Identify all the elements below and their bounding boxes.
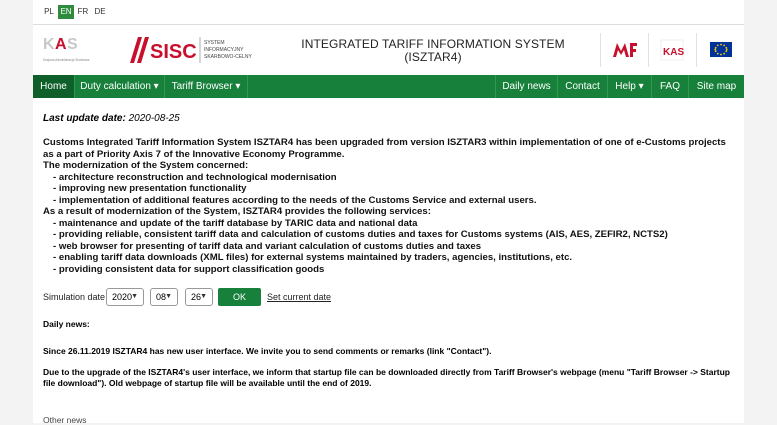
chevron-down-icon: ▼ [131, 293, 138, 300]
nav-tariff-browser-label: Tariff Browser [171, 81, 233, 92]
lang-en[interactable]: EN [58, 5, 74, 19]
nav-site-map[interactable]: Site map [688, 75, 744, 98]
language-bar [33, 0, 744, 24]
year-select-value: 2020 [112, 292, 133, 302]
news-item: Since 26.11.2019 ISZTAR4 has new user interface. We invite you to send comments or remarks (link "Contact"). [43, 346, 492, 356]
list-item: - providing reliable, consistent tariff data and calculation of customs duties and taxes for Customs systems (AIS, AES, ZEFIR2, NCTS2) [53, 229, 668, 240]
intro-paragraph-3: As a result of modernization of the System, ISZTAR4 provides the following services: [43, 206, 431, 217]
page [33, 0, 744, 423]
day-select[interactable] [185, 288, 213, 306]
kas-logo-text: Krajowa Administracja Skarbowa [43, 58, 90, 62]
list-item: - maintenance and update of the tariff database by TARIC data and national data [53, 217, 418, 229]
last-update [43, 113, 180, 124]
nav-daily-news[interactable]: Daily news [495, 75, 557, 98]
year-select[interactable] [106, 288, 144, 306]
lang-de[interactable]: DE [94, 7, 106, 16]
mf-logo-icon[interactable] [600, 33, 648, 67]
title-line-1: INTEGRATED TARIFF INFORMATION SYSTEM [301, 37, 565, 51]
svg-text:S: S [67, 36, 78, 53]
set-current-date-link[interactable]: Set current date [267, 292, 332, 302]
ok-button[interactable]: OK [218, 288, 261, 306]
nav-faq[interactable]: FAQ [651, 75, 688, 98]
intro-text [43, 137, 733, 275]
kas-logo[interactable] [41, 31, 101, 71]
news-item: Due to the upgrade of the ISZTAR4's user interface, we inform that startup file can be downloaded directly from Tariff Browser's webpage (menu "Tariff Browser -> Startup file download"). Old webpage of startup file will be available until the end of 2019. [43, 367, 730, 388]
page-title [283, 38, 583, 64]
svg-text:K: K [43, 36, 55, 53]
lang-fr[interactable]: FR [77, 7, 89, 16]
eu-flag-icon[interactable] [696, 33, 744, 67]
daily-news-title: Daily news: [43, 319, 90, 329]
sisc-sub-1: SYSTEM [204, 40, 225, 46]
nav-help[interactable] [607, 75, 651, 98]
list-item: - providing consistent data for support classification goods [53, 263, 325, 275]
list-item: - enabling tariff data downloads (XML files) for external systems maintained by traders, agencies, institutions, etc. [53, 252, 573, 263]
simulation-date-label: Simulation date [43, 292, 106, 302]
intro-paragraph-1: Customs Integrated Tariff Information System ISZTAR4 has been upgraded from version ISZTAR3 within implementation of one of e-Customs projects as a part of Priority Axis 7 of the Innovative Economy Programme. [43, 137, 726, 160]
main-navbar [33, 75, 744, 98]
nav-tariff-browser[interactable] [165, 75, 248, 98]
kas-small-logo-icon[interactable] [648, 33, 696, 67]
list-item: - implementation of additional features according to the needs of the Customs Service and external users. [53, 194, 537, 206]
list-item: - architecture reconstruction and technological modernisation [53, 171, 337, 183]
chevron-down-icon: ▾ [153, 81, 159, 92]
header-icons [600, 33, 744, 67]
nav-home[interactable]: Home [33, 75, 75, 98]
sisc-sub-2: INFORMACYJNY [204, 47, 244, 53]
intro-paragraph-2: The modernization of the System concerned: [43, 160, 249, 171]
lang-pl[interactable]: PL [44, 7, 54, 16]
nav-help-label: Help [615, 81, 636, 92]
month-select[interactable] [150, 288, 178, 306]
nav-duty-calculation-label: Duty calculation [80, 81, 151, 92]
svg-text:KAS: KAS [663, 47, 685, 58]
other-news-link[interactable]: Other news [43, 415, 87, 425]
last-update-label: Last update date: [43, 113, 126, 124]
last-update-value: 2020-08-25 [128, 113, 180, 124]
day-select-value: 26 [191, 292, 202, 302]
sisc-logo-text: SISC [150, 41, 197, 63]
sisc-sub-3: SKARBOWO-CELNY [204, 54, 252, 60]
title-line-2: (ISZTAR4) [404, 50, 462, 64]
chevron-down-icon: ▾ [235, 81, 241, 92]
chevron-down-icon: ▾ [638, 81, 644, 92]
nav-duty-calculation[interactable] [75, 75, 165, 98]
svg-text:A: A [55, 36, 67, 53]
header [33, 25, 744, 75]
list-item: - improving new presentation functionality [53, 183, 247, 194]
chevron-down-icon: ▼ [200, 293, 207, 300]
chevron-down-icon: ▼ [165, 293, 172, 300]
sisc-logo[interactable] [128, 33, 268, 67]
list-item: - web browser for presenting of tariff data and variant calculation of customs duties and taxes [53, 240, 482, 252]
nav-contact[interactable]: Contact [557, 75, 607, 98]
month-select-value: 08 [156, 292, 167, 302]
